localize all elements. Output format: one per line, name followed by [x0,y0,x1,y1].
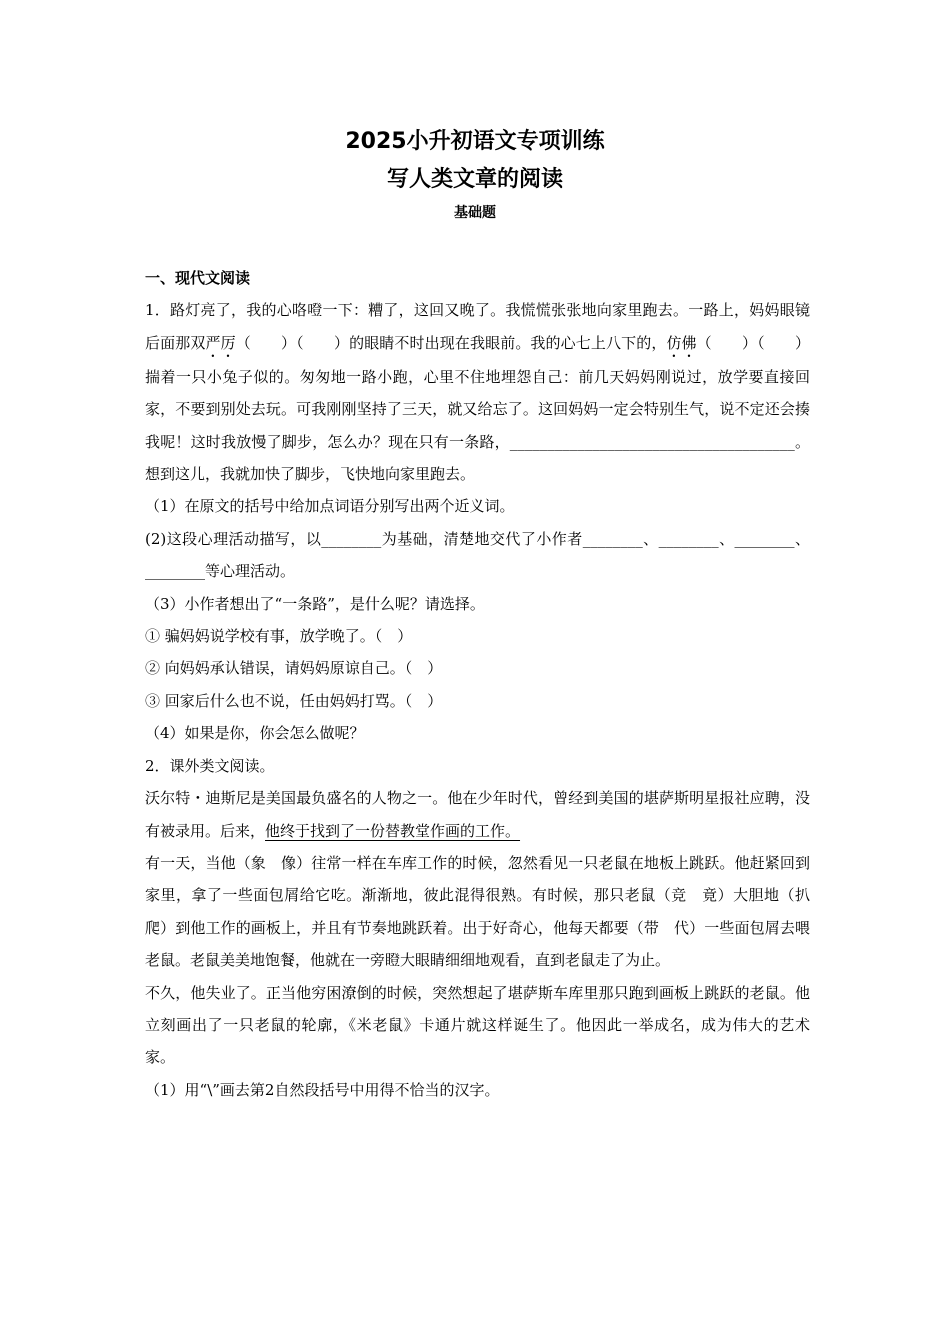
passage-text: （ ）（ ）的眼睛不时出现在我眼前。我的心七上八下的， [235,333,667,352]
question-1-sub-3: （3）小作者想出了“一条路”，是什么呢？请选择。 [145,594,485,613]
passage-text: （ ）（ ）揣着一只小兔子似的。匆匆地一路小跑，心里不住地埋怨自己：前几天妈妈刚说过，放学要直接回家，不要到别处去玩。可我刚刚坚持了三天，就又给忘了。这回妈妈一定会特别生气，说不定还会揍我呢！这时我放慢了脚步，怎么办？现在只有一条路，______________________________________。想到这儿，我就加快了脚步，飞快地向家里跑去。 [145,333,810,484]
question-1-sub-4: （4）如果是你，你会怎么做呢？ [145,724,365,743]
dotted-word-strict: 严厉 [205,333,236,352]
difficulty-level: 基础题 [454,205,496,221]
option-3: ③ 回家后什么也不说，任由妈妈打骂。（ ） [145,691,443,710]
option-2: ② 向妈妈承认错误，请妈妈原谅自己。（ ） [145,659,443,678]
passage-text: 沃尔特・迪斯尼是美国最负盛名的人物之一。他在少年时代，曾经到美国的堪萨斯明星报社应聘，没有被录用。后来， [145,789,810,840]
document-body [145,262,826,1106]
question-1-passage [145,294,810,490]
passage-text: 1．路灯亮了，我的心咯噔一下：糟了，这回又晚了。我慌慌张张地向家里跑去。一路上，妈妈眼镜后面那双 [145,301,810,352]
question-2-heading: 2．课外类文阅读。 [145,756,275,775]
question-1-sub-1: （1）在原文的括号中给加点词语分别写出两个近义词。 [145,497,515,516]
underlined-sentence: 他终于找到了一份替教堂作画的工作。 [265,821,521,840]
question-2-paragraph-1 [145,782,810,847]
dotted-word-as-if: 仿佛 [666,333,697,352]
question-1-sub-2: (2)这段心理活动描写，以________为基础，清楚地交代了小作者________、________、________、________等心理活动。 [145,529,810,581]
document-subtitle: 写人类文章的阅读 [386,167,563,192]
question-2-paragraph-2: 有一天，当他（象 像）往常一样在车库工作的时候，忽然看见一只老鼠在地板上跳跃。他赶紧回到家里，拿了一些面包屑给它吃。渐渐地，彼此混得很熟。有时候，那只老鼠（竞 竟）大胆地（扒 爬）到他工作的画板上，并且有节奏地跳跃着。出于好奇心，他每天都要（带 代）一些面包屑去喂老鼠。老鼠美美地饱餐，他就在一旁瞪大眼睛细细地观看，直到老鼠走了为止。 [145,853,826,970]
question-2-sub-1: （1）用“\”画去第2自然段括号中用得不恰当的汉字。 [145,1080,500,1099]
document-title: 2025小升初语文专项训练 [345,129,605,154]
question-2-paragraph-3: 不久，他失业了。正当他穷困潦倒的时候，突然想起了堪萨斯车库里那只跑到画板上跳跃的老鼠。他立刻画出了一只老鼠的轮廓，《米老鼠》卡通片就这样诞生了。他因此一举成名，成为伟大的艺术家。 [145,983,810,1067]
section-heading: 一、现代文阅读 [145,269,251,287]
option-1: ① 骗妈妈说学校有事，放学晚了。（ ） [145,627,413,646]
